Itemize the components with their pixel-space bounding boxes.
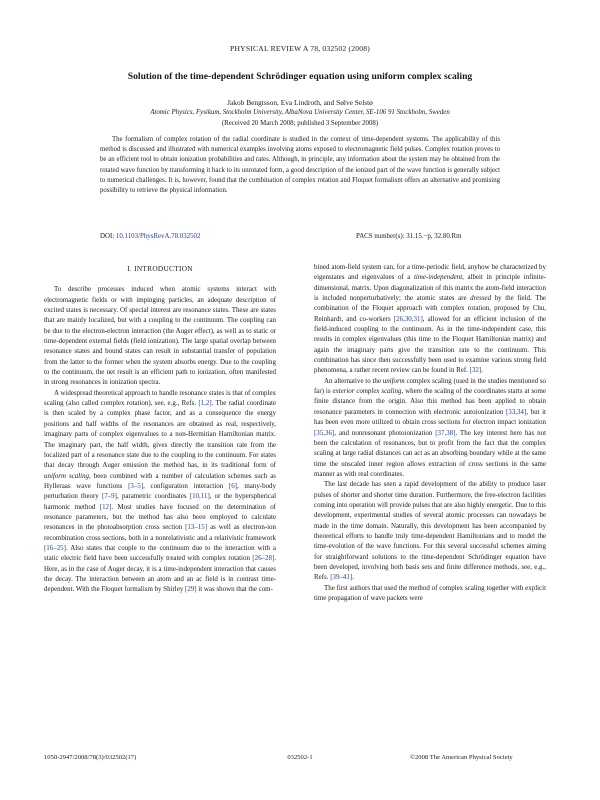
footer-issn: 1050-2947/2008/78(3)/032502(17) [44, 754, 137, 761]
abstract: The formalism of complex rotation of the radial coordinate is studied in the context of time-dependent systems. The applicability of this method is discussed and illustrated with numerical examples involving atoms exposed to electromagnetic field pulses. Complex rotation proves to be an efficient tool to obtain ionization probabilities and rates. Although, in principle, any information about the system may be obtained from the rotated wave function by transforming it back to its unrotated form, a good description of the ionized part of the wave function is generally subject to numerical challenges. It is, however, found that the combination of complex rotation and Floquet formalism offers an alternative and promising possibility to retrieve the physical information. [100, 136, 500, 195]
citation-link[interactable]: [6] [228, 481, 237, 490]
citation-link[interactable]: [16–25] [44, 543, 66, 552]
paper-title: Solution of the time-dependent Schrödinger equation using uniform complex scaling [127, 71, 473, 82]
footer-copyright: ©2008 The American Physical Society [410, 754, 513, 761]
citation-link[interactable]: [35,36] [314, 428, 335, 437]
affiliation: Atomic Physics, Fysikum, Stockholm University, AlbaNova University Center, SE-106 91 Stockholm, Sweden [150, 109, 450, 116]
right-column [314, 262, 546, 603]
citation-link[interactable]: [13–15] [185, 523, 208, 532]
citation-link[interactable]: [39–41] [330, 573, 353, 582]
section-heading: I. INTRODUCTION [127, 264, 193, 273]
received-date: (Received 20 March 2008; published 3 September 2008) [221, 120, 379, 127]
left-column [44, 262, 276, 595]
paragraph: bined atom-field system can, for a time-periodic field, anyhow be characterized by eigenstates and eigenvalues of a time-independent, albeit in principle infinite-dimensional, matrix. Upon diagonalization of this matrix the atom-field interaction is included nonperturbatively; the atomic states are dressed by the field. The combination of the Floquet approach with complex rotation, proposed by Chu, Reinhardt, and co-workers [26,30,31], allowed for an efficient inclusion of the field-induced coupling to the continuum. As in the time-independent case, this results in complex eigenvalues (this time to the Floquet Hamiltonian matrix) and again the imaginary parts give the transition rate to the continuum. This combination has since then successfully been used to examine various strong field phenomena, a rather recent review can be found in Ref. [32]. [314, 263, 547, 375]
doi-line [100, 233, 200, 240]
citation-link[interactable]: [12] [99, 502, 112, 511]
paragraph: The last decade has seen a rapid development of the ability to produce laser pulses of shorter and shorter time duration. Furthermore, the free-electron facilities coming into operation will provide pulses that are also highly energetic. Due to this development, experimental studies of several atomic processes can nowadays be made in the time domain. Naturally, this development has been accompanied by theoretical efforts to handle truly time-dependent Hamiltonians and to model the time-evolution of the wave functions. For this several successful schemes aiming for straightforward solutions to the time-dependent Schrödinger equation have been developed, involving both basis sets and finite difference methods, see, e.g., Refs. [39–41]. [314, 480, 546, 582]
paragraph: To describe processes induced when atomic systems interact with electromagnetic fields or with impinging particles, an adequate description of excited states is necessary. Of special interest are resonance states. These are states that are mainly localized, but with a coupling to the continuum. The coupling can be due to the electron-electron interaction (the Auger effect), as well as to static or time-dependent external fields (field ionization). The large spatial overlap between resonance states and bound states can result in substantial transfer of population from the latter to the former when the system absorbs energy. Due to the coupling to the continuum, the net result is an efficient path to ionization, often manifested in strong resonances in ionization spectra. [44, 285, 276, 387]
citation-link[interactable]: [7–9] [101, 492, 117, 501]
citation-link[interactable]: [1,2] [198, 399, 212, 408]
citation-link[interactable]: [26–28] [252, 554, 275, 563]
citation-link[interactable]: [32] [469, 366, 482, 375]
journal-header: PHYSICAL REVIEW A 78, 032502 (2008) [230, 44, 370, 53]
citation-link[interactable]: [29] [185, 585, 197, 594]
paragraph: The first authors that used the method of complex scaling together with explicit time propagation of wave packets were [314, 583, 546, 602]
doi-label: DOI: [100, 233, 115, 240]
paragraph: A widespread theoretical approach to handle resonance states is that of complex scaling (also called complex rotation), see, e.g., Refs. [1,2]. The radial coordinate is then scaled by a complex phase factor, and as a consequence the energy positions and half widths of the resonances are obtained as real, respectively, imaginary parts of complex eigenvalues to a non-Hermitian Hamiltonian matrix. The imaginary part, the half width, gives directly the transition rate from the localized part of a resonance state due to the coupling to the continuum. For states that decay through Auger emission the method has, in its traditional form of uniform scaling, been combined with a number of calculation schemes such as Hylleraas wave functions [3–5], configuration interaction [6], many-body perturbation theory [7–9], parametric coordinates [10,11], or the hyperspherical harmonic method [12]. Most studies have focused on the determination of resonance parameters, but the method has also been employed to calculate resonances in the photoabsorption cross section [13–15] as well as electron-ion recombination cross sections, both in a nonrelativistic and a relativistic framework [16–25]. Also states that couple to the continuum due to the interaction with a static electric field have been successfully treated with complex rotation [26–28]. Here, as in the case of Auger decay, it is a time-independent interaction that causes the decay. The interaction between an atom and an ac field is in contrast time-dependent. With the Floquet formalism by Shirley [29] it was shown that the com- [44, 388, 277, 594]
footer-page-number: 032502-1 [287, 754, 313, 761]
pacs-numbers: PACS number(s): 31.15.−p, 32.80.Rm [356, 233, 462, 240]
author-list: Jakob Bengtsson, Eva Lindroth, and Sølve Selstø [227, 98, 373, 107]
citation-link[interactable]: [10,11] [189, 492, 210, 501]
citation-link[interactable]: [33,34] [505, 407, 527, 416]
citation-link[interactable]: [37,38] [435, 428, 456, 437]
doi-link[interactable]: 10.1103/PhysRevA.78.032502 [115, 233, 201, 240]
paragraph: An alternative to the uniform complex scaling (used in the studies mentioned so far) is exterior complex scaling, where the scaling of the coordinates starts at some finite distance from the origin. Also this method has been applied to obtain resonance parameters in connection with electronic autoionization [33,34], but it has been even more utilized to obtain cross sections for electron impact ionization [35,36], and nonresonant photoionization [37,38]. The key interest here has not been the calculation of resonances, but to profit from the fact that the complex scaling at large radial distances can act as an absorbing boundary while at the same time the unscaled inner region allows extraction of cross sections in the same manner as with real coordinates. [314, 376, 547, 478]
citation-link[interactable]: [26,30,31] [393, 314, 423, 323]
citation-link[interactable]: [3–5] [128, 481, 144, 490]
